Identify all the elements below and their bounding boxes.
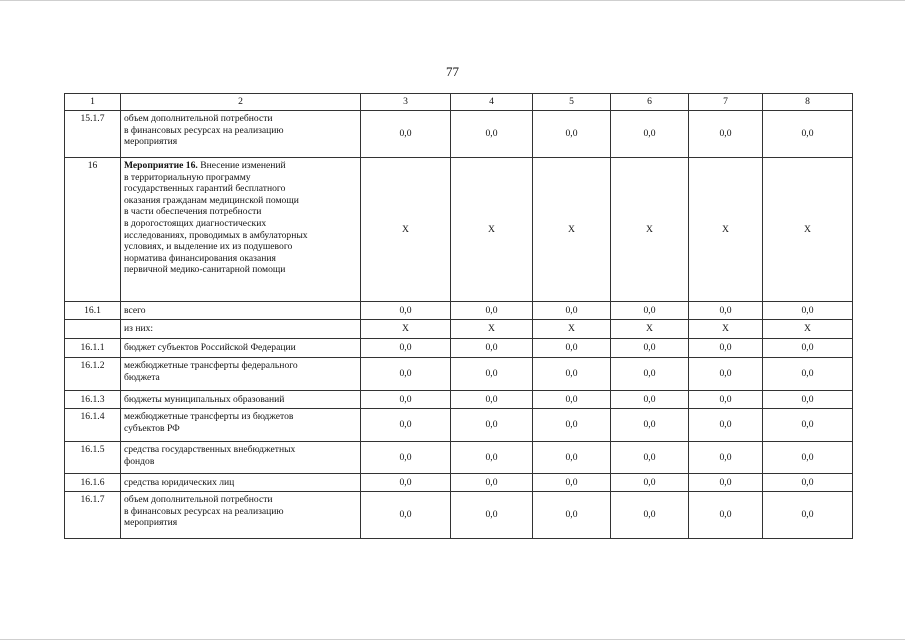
value-cell: 0,0 <box>689 358 763 391</box>
value-cell: 0,0 <box>533 339 611 358</box>
value-cell: 0,0 <box>689 442 763 474</box>
header-cell: 8 <box>763 94 853 111</box>
value-cell: 0,0 <box>361 111 451 158</box>
row-number: 16.1.2 <box>65 358 121 391</box>
value-cell: 0,0 <box>451 302 533 320</box>
row-description-line: в финансовых ресурсах на реализацию <box>124 505 284 517</box>
header-cell: 2 <box>121 94 361 111</box>
table-row <box>65 442 853 474</box>
value-cell: 0,0 <box>689 474 763 492</box>
value-cell: 0,0 <box>611 492 689 539</box>
table-row <box>65 302 853 320</box>
row-description <box>121 442 361 474</box>
row-description-line: средства государственных внебюджетных <box>124 444 296 455</box>
value-cell: 0,0 <box>611 358 689 391</box>
table-row <box>65 320 853 339</box>
value-cell: Х <box>361 158 451 302</box>
row-description <box>121 320 361 339</box>
value-cell: 0,0 <box>451 492 533 539</box>
value-cell: Х <box>611 158 689 302</box>
value-cell: 0,0 <box>689 339 763 358</box>
row-description-line: условиях, и выделение их из подушевого <box>124 241 293 253</box>
value-cell: Х <box>763 320 853 339</box>
row-description-line: мероприятия <box>124 136 178 148</box>
value-cell: 0,0 <box>689 391 763 409</box>
value-cell: 0,0 <box>533 474 611 492</box>
value-cell: 0,0 <box>451 391 533 409</box>
value-cell: 0,0 <box>361 302 451 320</box>
value-cell: Х <box>533 320 611 339</box>
table-row <box>65 158 853 302</box>
row-description <box>121 409 361 442</box>
value-cell: 0,0 <box>451 442 533 474</box>
row-number: 16.1.6 <box>65 474 121 492</box>
value-cell: 0,0 <box>763 391 853 409</box>
header-cell: 1 <box>65 94 121 111</box>
value-cell: 0,0 <box>451 474 533 492</box>
row-description <box>121 339 361 358</box>
budget-table <box>64 93 853 539</box>
table-row <box>65 358 853 391</box>
value-cell: 0,0 <box>611 339 689 358</box>
value-cell: Х <box>689 320 763 339</box>
row-description <box>121 391 361 409</box>
row-description-line: в дорогостоящих диагностических <box>124 217 267 229</box>
row-description <box>121 111 361 158</box>
row-description-line: мероприятия <box>124 517 178 529</box>
row-description-line: в территориальную программу <box>124 171 251 183</box>
row-description-line: из них: <box>124 323 154 335</box>
row-description <box>121 158 361 302</box>
value-cell: 0,0 <box>533 358 611 391</box>
value-cell: 0,0 <box>763 442 853 474</box>
header-cell: 3 <box>361 94 451 111</box>
row-description-line: межбюджетные трансферты федерального <box>124 360 298 371</box>
table-row <box>65 391 853 409</box>
value-cell: 0,0 <box>451 339 533 358</box>
value-cell: 0,0 <box>361 409 451 442</box>
row-number: 16 <box>65 158 121 302</box>
value-cell: 0,0 <box>763 474 853 492</box>
value-cell: 0,0 <box>533 391 611 409</box>
row-description-line: средства юридических лиц <box>124 476 235 488</box>
value-cell: 0,0 <box>451 358 533 391</box>
row-number: 16.1.1 <box>65 339 121 358</box>
value-cell: Х <box>689 158 763 302</box>
row-description-line: в финансовых ресурсах на реализацию <box>124 124 284 136</box>
value-cell: 0,0 <box>361 339 451 358</box>
value-cell: 0,0 <box>361 442 451 474</box>
row-description <box>121 358 361 391</box>
value-cell: 0,0 <box>361 358 451 391</box>
row-description-line: государственных гарантий бесплатного <box>124 183 286 195</box>
value-cell: 0,0 <box>763 302 853 320</box>
table-row <box>65 492 853 539</box>
row-number: 16.1 <box>65 302 121 320</box>
value-cell: 0,0 <box>361 391 451 409</box>
row-description <box>121 302 361 320</box>
row-description-line: Внесение изменений <box>197 160 286 171</box>
row-number: 15.1.7 <box>65 111 121 158</box>
row-description-line: оказания гражданам медицинской помощи <box>124 194 299 206</box>
row-description-line: исследованиях, проводимых в амбулаторных <box>124 229 308 241</box>
header-cell: 7 <box>689 94 763 111</box>
row-description-line: бюджеты муниципальных образований <box>124 393 285 405</box>
row-description-line: субъектов РФ <box>124 422 180 434</box>
value-cell: Х <box>361 320 451 339</box>
row-description-line: норматива финансирования оказания <box>124 252 276 264</box>
header-cell: 5 <box>533 94 611 111</box>
row-description-line: бюджет субъектов Российской Федерации <box>124 342 296 354</box>
table-header-row <box>65 94 853 111</box>
table-row <box>65 474 853 492</box>
value-cell: 0,0 <box>533 111 611 158</box>
value-cell: 0,0 <box>763 339 853 358</box>
value-cell: 0,0 <box>361 474 451 492</box>
value-cell: Х <box>451 320 533 339</box>
value-cell: 0,0 <box>611 442 689 474</box>
value-cell: 0,0 <box>533 302 611 320</box>
value-cell: 0,0 <box>689 302 763 320</box>
scan-edge-top <box>0 0 905 1</box>
table-row <box>65 339 853 358</box>
row-description-line: первичной медико-санитарной помощи <box>124 264 286 276</box>
value-cell: 0,0 <box>451 409 533 442</box>
header-cell: 6 <box>611 94 689 111</box>
value-cell: 0,0 <box>611 391 689 409</box>
value-cell: Х <box>533 158 611 302</box>
value-cell: 0,0 <box>763 409 853 442</box>
value-cell: 0,0 <box>611 474 689 492</box>
value-cell: Х <box>611 320 689 339</box>
row-number: 16.1.3 <box>65 391 121 409</box>
row-description-line: всего <box>124 304 146 316</box>
value-cell: 0,0 <box>611 302 689 320</box>
row-description <box>121 474 361 492</box>
value-cell: Х <box>451 158 533 302</box>
value-cell: 0,0 <box>689 111 763 158</box>
row-description-line: фондов <box>124 455 155 467</box>
value-cell: 0,0 <box>763 111 853 158</box>
value-cell: Х <box>763 158 853 302</box>
row-description-line: объем дополнительной потребности <box>124 113 273 124</box>
header-cell: 4 <box>451 94 533 111</box>
row-description <box>121 492 361 539</box>
value-cell: 0,0 <box>451 111 533 158</box>
row-description-line: бюджета <box>124 371 160 383</box>
row-number <box>65 320 121 339</box>
value-cell: 0,0 <box>689 409 763 442</box>
row-number: 16.1.5 <box>65 442 121 474</box>
row-number: 16.1.7 <box>65 492 121 539</box>
value-cell: 0,0 <box>763 492 853 539</box>
value-cell: 0,0 <box>361 492 451 539</box>
value-cell: 0,0 <box>533 409 611 442</box>
value-cell: 0,0 <box>763 358 853 391</box>
page-number: 77 <box>446 64 459 79</box>
value-cell: 0,0 <box>689 492 763 539</box>
row-description-line: межбюджетные трансферты из бюджетов <box>124 411 294 422</box>
row-description-line: объем дополнительной потребности <box>124 494 273 505</box>
value-cell: 0,0 <box>533 442 611 474</box>
row-description-bold: Мероприятие 16. <box>124 160 198 171</box>
row-number: 16.1.4 <box>65 409 121 442</box>
row-description-line: в части обеспечения потребности <box>124 206 262 218</box>
value-cell: 0,0 <box>611 409 689 442</box>
value-cell: 0,0 <box>533 492 611 539</box>
table-row <box>65 409 853 442</box>
value-cell: 0,0 <box>611 111 689 158</box>
table-row <box>65 111 853 158</box>
